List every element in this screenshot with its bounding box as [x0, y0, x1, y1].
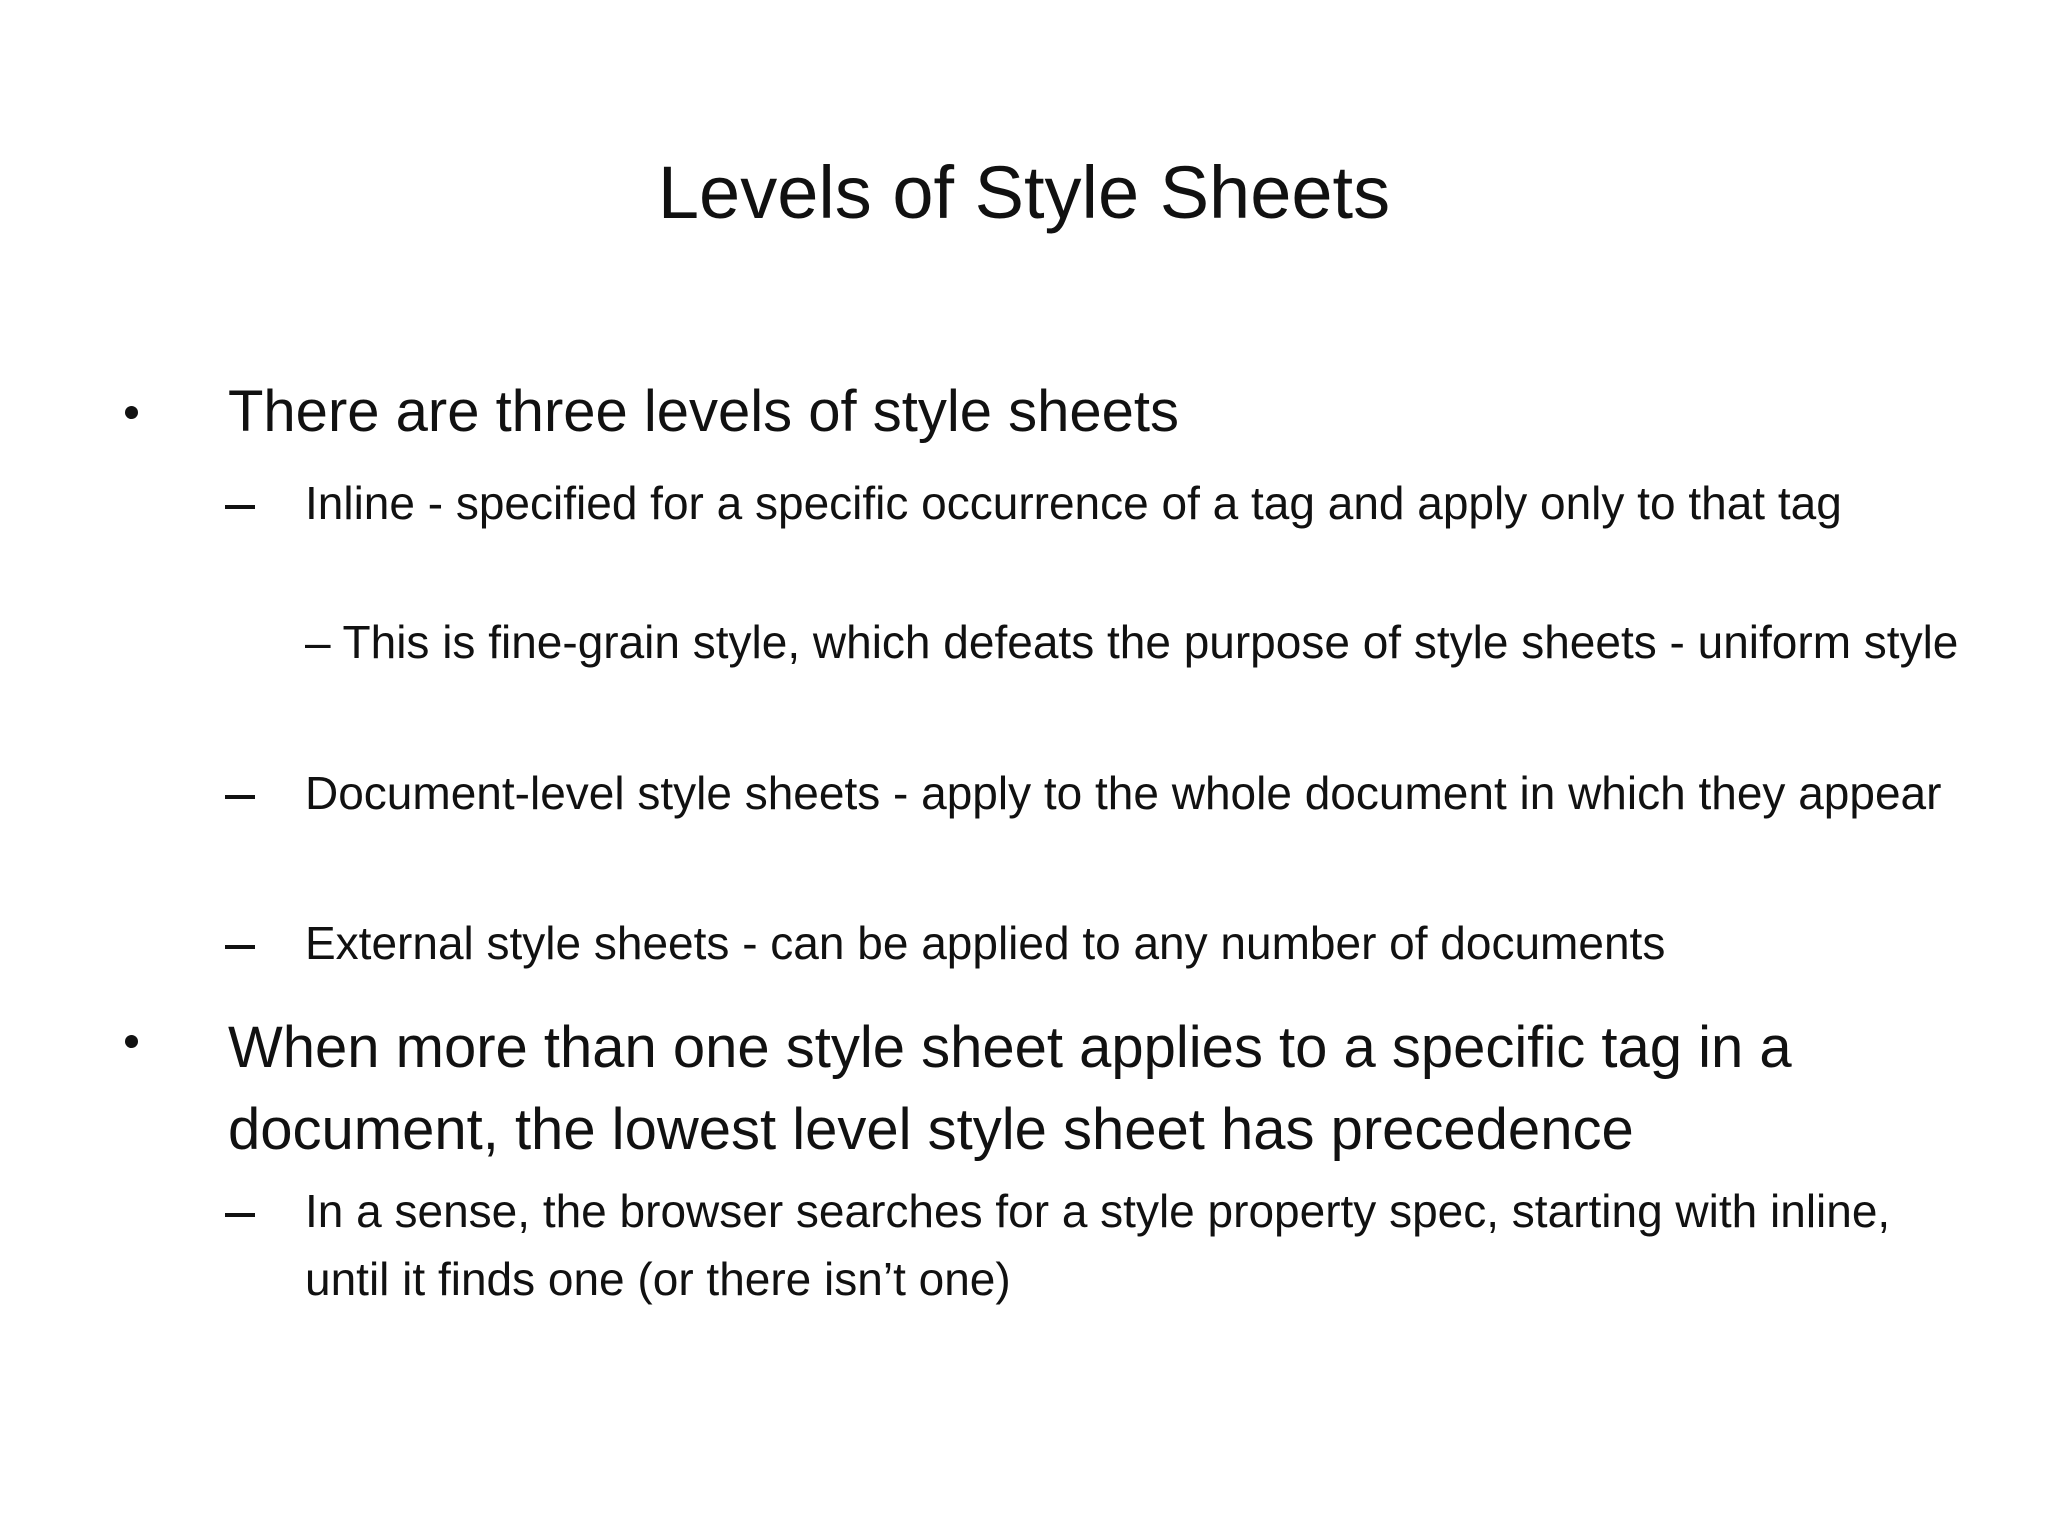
bullet-marker	[120, 1030, 144, 1054]
subitem-1-1-text: Inline - specified for a specific occurrence of a tag and apply only to that tag	[305, 477, 1842, 529]
dash-marker	[225, 505, 255, 509]
bullet-1-text: There are three levels of style sheets	[228, 379, 1180, 444]
subitem-1-3-text: External style sheets - can be applied to any number of documents	[305, 917, 1666, 969]
subitem-1-2-text: Document-level style sheets - apply to the whole document in which they appear	[305, 767, 1942, 819]
dash-marker	[225, 945, 255, 949]
bullet-marker	[120, 401, 144, 425]
slide-title: Levels of Style Sheets	[657, 151, 1391, 234]
subitem-1-1-note: – This is fine-grain style, which defeats the purpose of style sheets - uniform style	[305, 616, 1959, 668]
bullet-2-text: When more than one style sheet applies to a specific tag in a document, the lowest level style sheet has precedence	[228, 1015, 1792, 1162]
subitem-2-1-text: In a sense, the browser searches for a style property spec, starting with inline, until it finds one (or there isn’t one)	[305, 1185, 1891, 1305]
dash-marker	[225, 795, 255, 799]
dash-marker	[225, 1213, 255, 1217]
